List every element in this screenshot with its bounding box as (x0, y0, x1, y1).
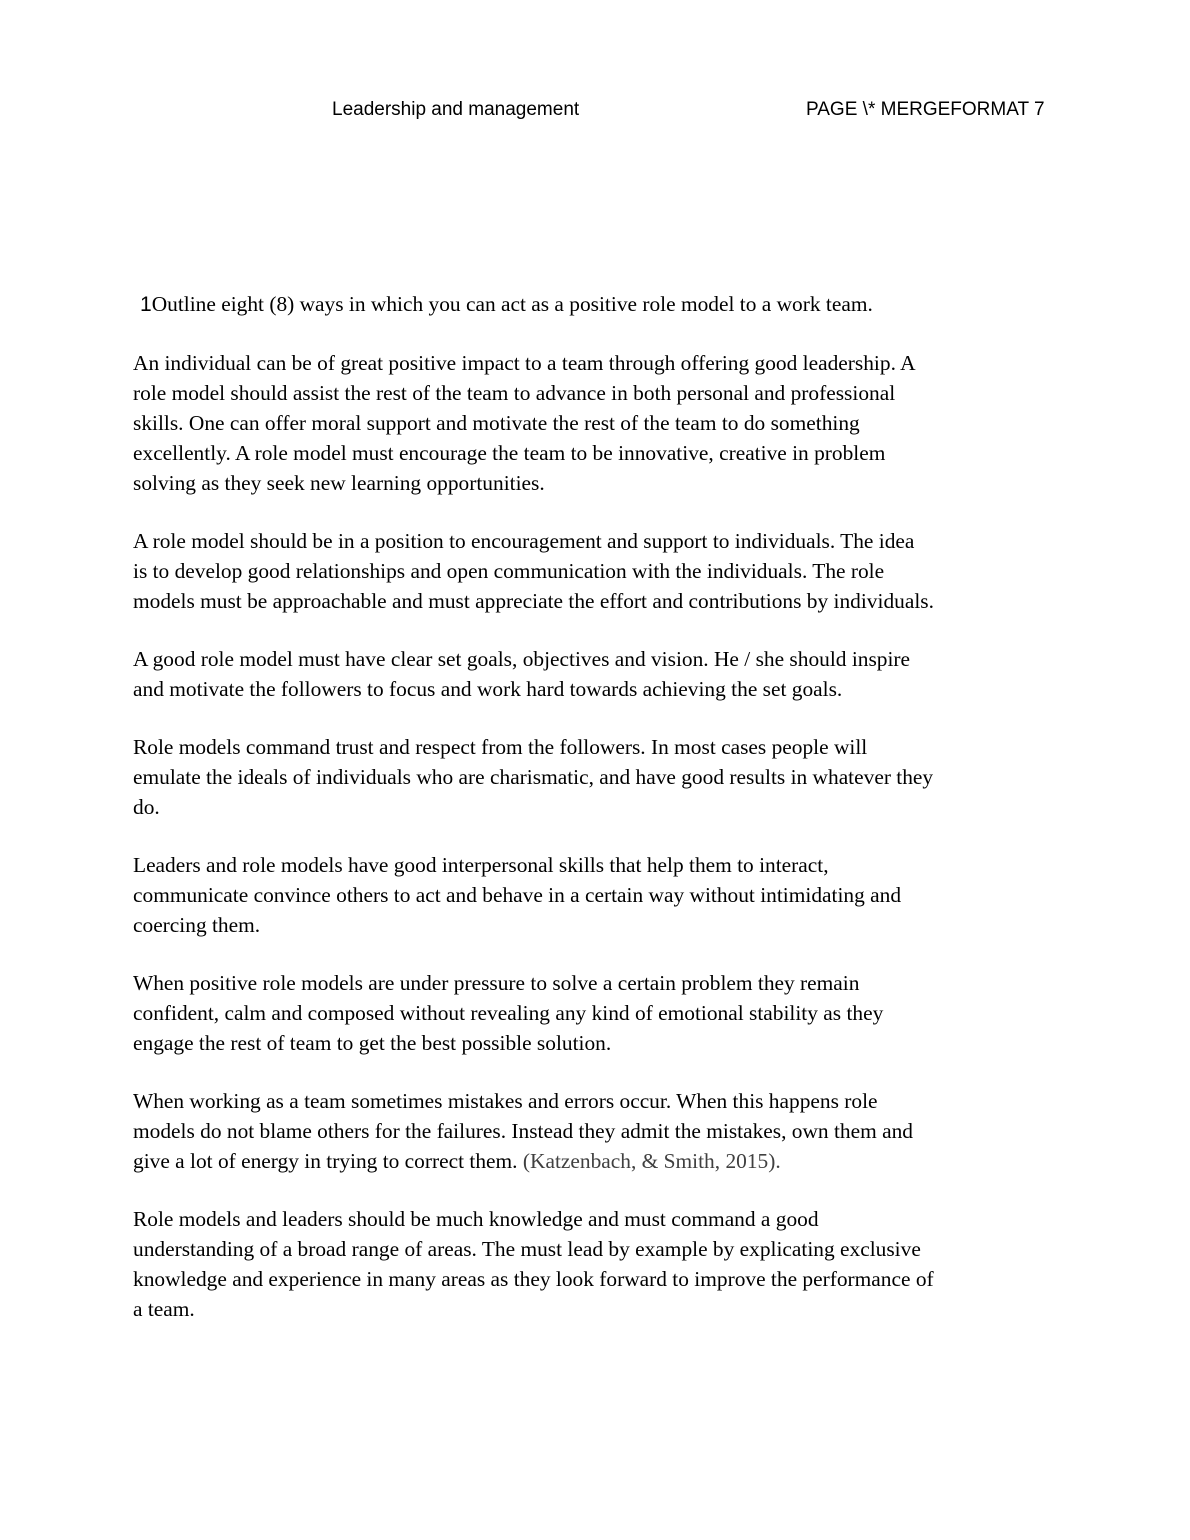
paragraph-2: A role model should be in a position to encouragement and support to individuals. The idea is to develop good relationships and open communication with the individuals. The role models must be approachable and must appreciate the effort and contributions by individuals. (133, 529, 934, 613)
question-number: 1 (140, 293, 152, 316)
paragraph-5: Leaders and role models have good interpersonal skills that help them to interact, communicate convince others to act and behave in a certain way without intimidating and coercing them. (133, 853, 902, 937)
document-body (133, 289, 1023, 1352)
paragraph-4: Role models command trust and respect from the followers. In most cases people will emulate the ideals of individuals who are charismatic, and have good results in whatever they do. (133, 735, 934, 819)
header-page-field: PAGE \* MERGEFORMAT 7 (806, 99, 1045, 120)
paragraph-7 (133, 1086, 1023, 1176)
paragraph-7-text: When working as a team sometimes mistakes and errors occur. When this happens role models do not blame others for the failures. Instead they admit the mistakes, own them and give a lot of energy in trying to correct them. (133, 1089, 913, 1173)
citation: (Katzenbach, & Smith, 2015). (522, 1149, 781, 1173)
paragraph-6: When positive role models are under pressure to solve a certain problem they remain confident, calm and composed without revealing any kind of emotional stability as they engage the rest of team to get the best possible solution. (133, 971, 884, 1055)
paragraph-8: Role models and leaders should be much knowledge and must command a good understanding of a broad range of areas. The must lead by example by explicating exclusive knowledge and experience in many areas as they look forward to improve the performance of a team. (133, 1207, 934, 1321)
paragraph-3: A good role model must have clear set goals, objectives and vision. He / she should inspire and motivate the followers to focus and work hard towards achieving the set goals. (133, 647, 911, 701)
paragraph-1: An individual can be of great positive impact to a team through offering good leadership. A role model should assist the rest of the team to advance in both personal and professional skills. One can offer moral support and motivate the rest of the team to do something excellently. A role model must encourage the team to be innovative, creative in problem solving as they seek new learning opportunities. (133, 351, 916, 495)
header-title: Leadership and management (332, 99, 580, 120)
question-heading (133, 289, 1023, 320)
question-text: Outline eight (8) ways in which you can act as a positive role model to a work team. (151, 292, 873, 316)
